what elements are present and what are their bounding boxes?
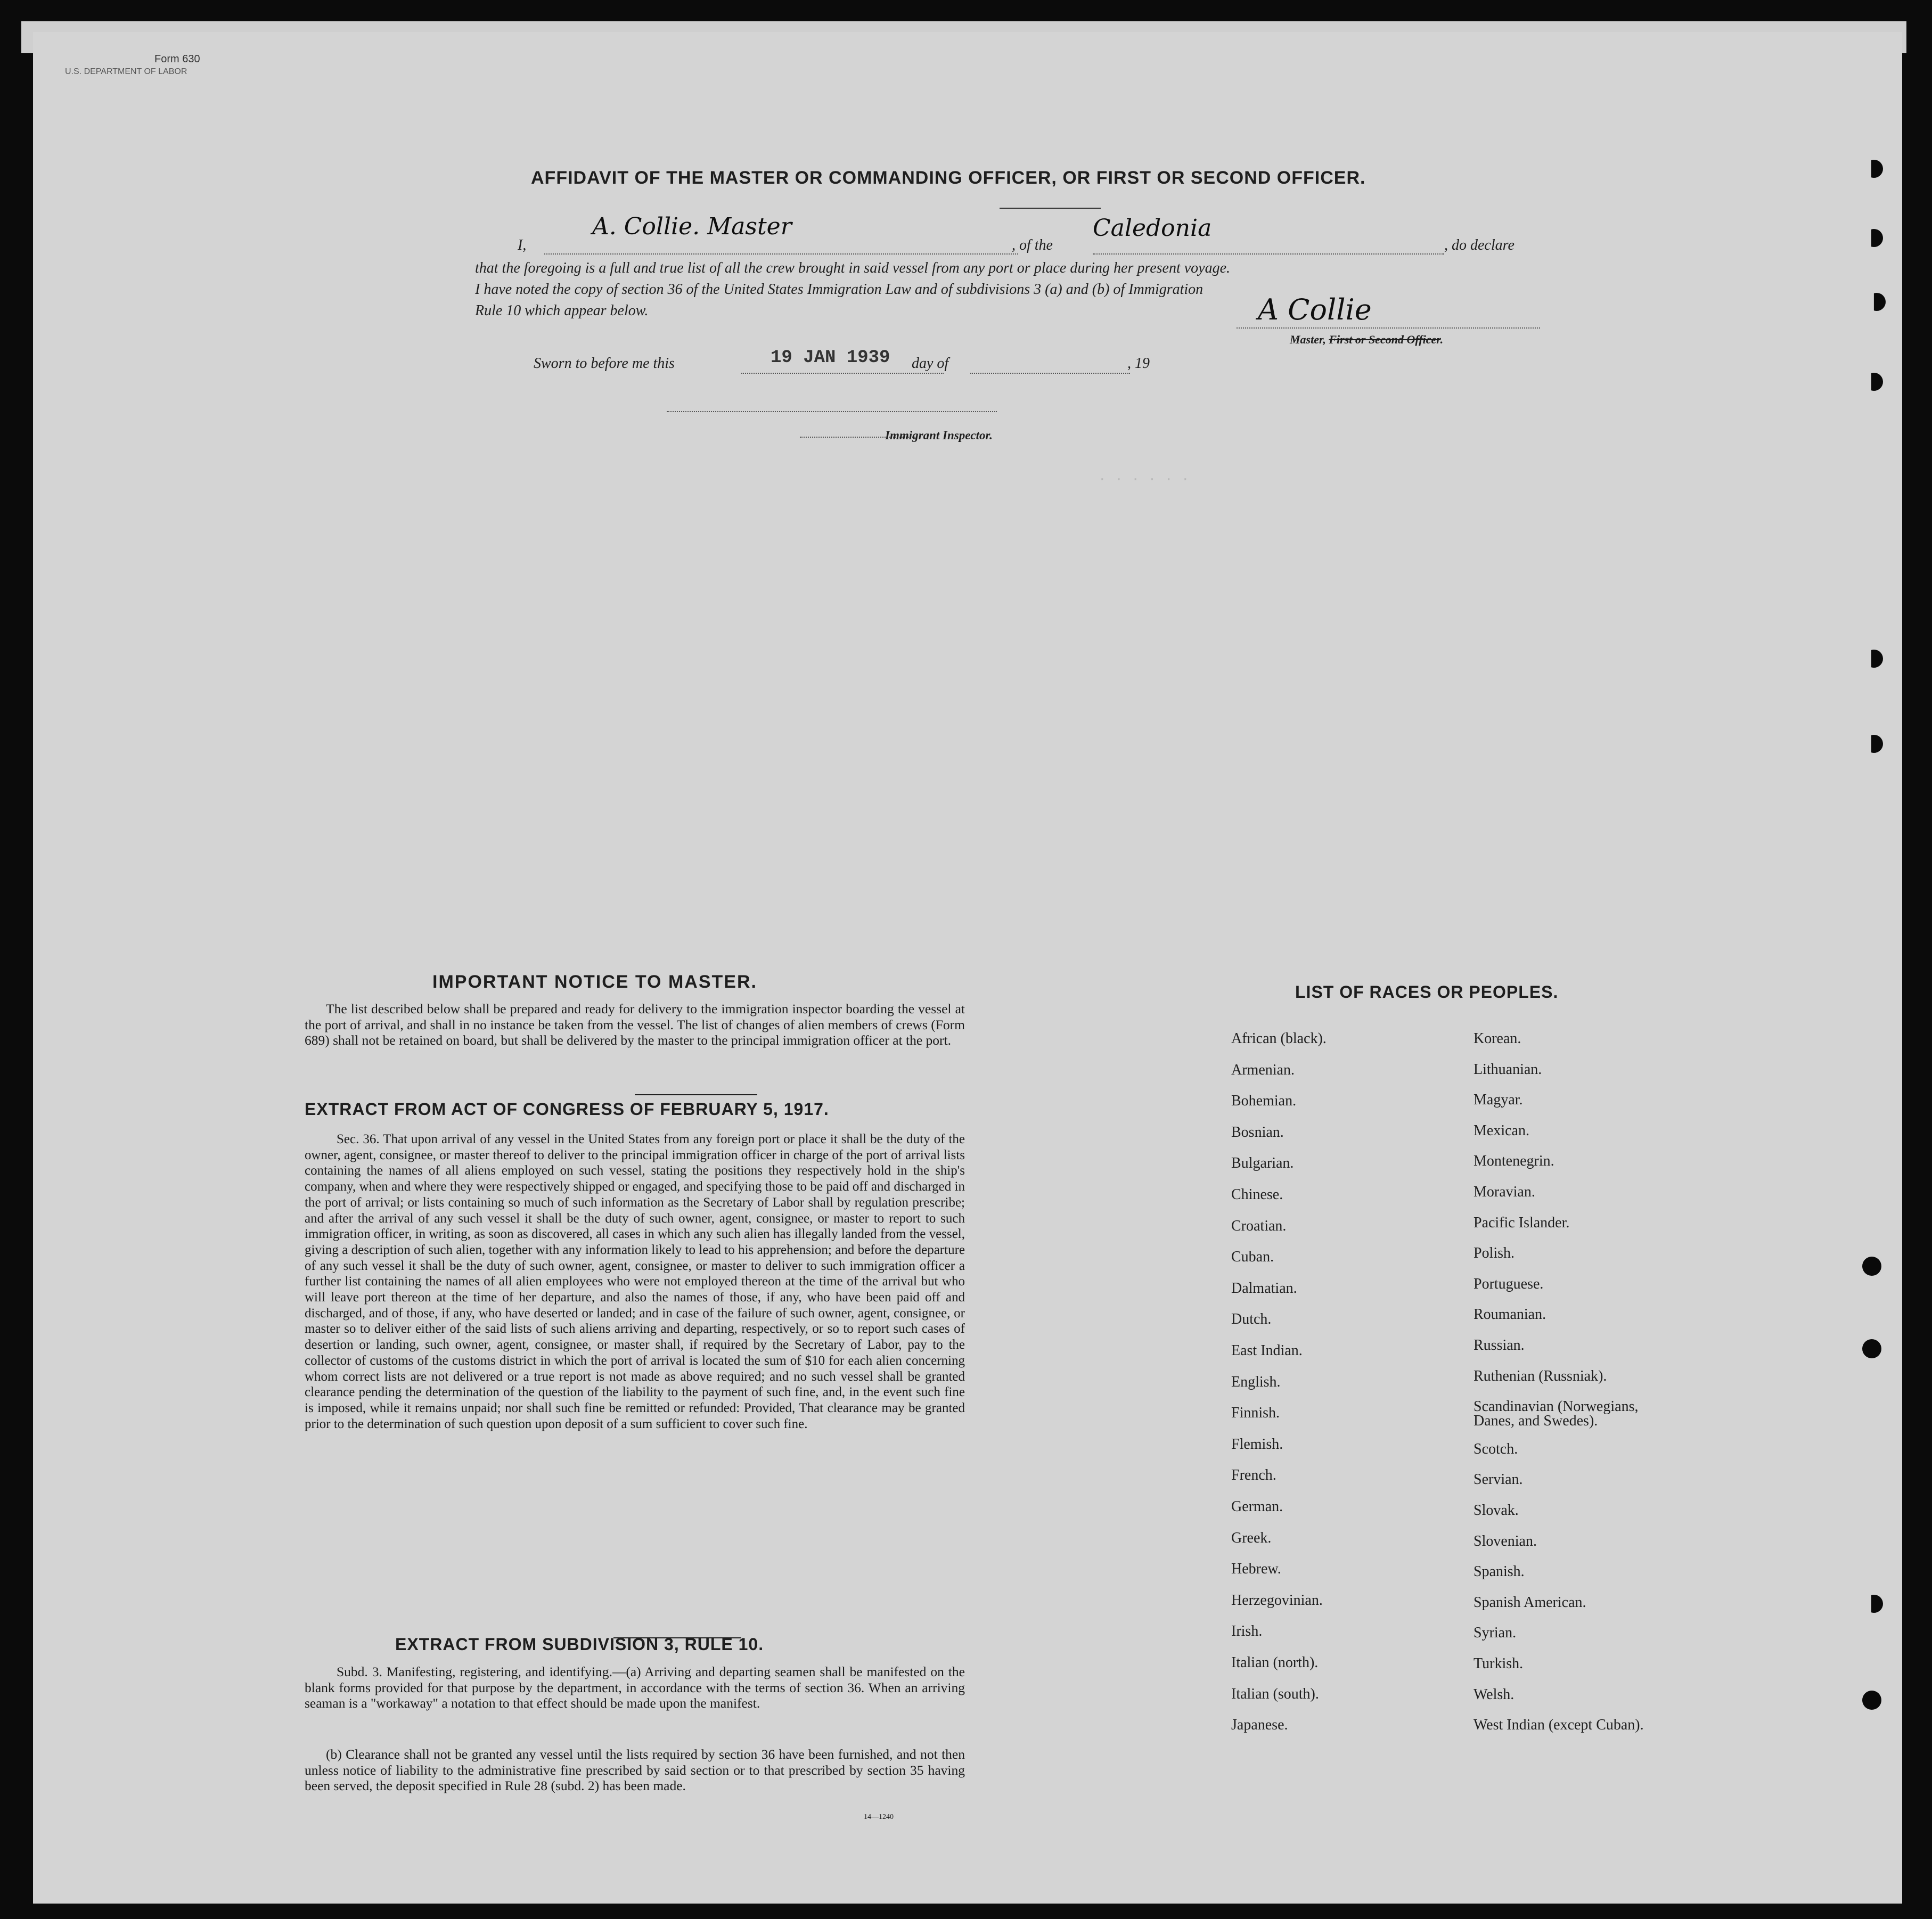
date-stamp: 19 JAN 1939	[771, 348, 890, 368]
punch-hole	[1862, 1257, 1881, 1276]
race-item: Slovak.	[1473, 1502, 1519, 1519]
punch-hole	[1865, 229, 1883, 247]
races-title: LIST OF RACES OR PEOPLES.	[1295, 982, 1559, 1002]
race-item: Bosnian.	[1231, 1123, 1284, 1141]
rule-extract-title: EXTRACT FROM SUBDIVISION 3, RULE 10.	[395, 1635, 764, 1654]
race-item: Finnish.	[1231, 1405, 1280, 1422]
document-sheet	[33, 32, 1902, 1904]
race-item: Magyar.	[1473, 1092, 1523, 1109]
race-item: Dutch.	[1231, 1311, 1272, 1328]
race-item: Welsh.	[1473, 1686, 1515, 1703]
sworn-day-of: day of	[912, 355, 949, 372]
race-item: West Indian (except Cuban).	[1473, 1717, 1644, 1734]
affidavit-line1-prefix: I,	[518, 237, 527, 253]
race-item: German.	[1231, 1498, 1283, 1515]
race-item: Montenegrin.	[1473, 1153, 1554, 1170]
race-item: Croatian.	[1231, 1217, 1287, 1234]
race-item: Lithuanian.	[1473, 1061, 1542, 1078]
title-underline	[1000, 208, 1101, 209]
race-item: Roumanian.	[1473, 1306, 1546, 1323]
affidavit-title: AFFIDAVIT OF THE MASTER OR COMMANDING OFFICER, OR FIRST OR SECOND OFFICER.	[531, 168, 1366, 188]
department-label: U.S. DEPARTMENT OF LABOR	[65, 67, 187, 76]
signature-caption-suffix: .	[1440, 333, 1444, 346]
race-continuation: Danes, and Swedes).	[1473, 1413, 1598, 1429]
master-name-field[interactable]	[544, 253, 1018, 255]
punch-hole	[1868, 293, 1886, 311]
race-item: Pacific Islander.	[1473, 1214, 1570, 1231]
act-extract-body: Sec. 36. That upon arrival of any vessel in the United States from any foreign port or place it shall be the duty of the owner, agent, consignee, or master thereof to deliver to the principal immigration officer in charge of the port of arrival lists containing the names of all aliens employed on such vessel, stating the positions they respectively hold in the ship's company, when and where they were respectively shipped or engaged, and specifying those to be paid off and discharged in the port of arrival; or lists containing so much of such information as the Secretary of Labor shall by regulation prescribe; and after the arrival of any such vessel it shall be the duty of such owner, agent, consignee, or master to report to such immigration officer, in writing, as soon as discovered, all cases in which any such alien has illegally landed from the vessel, giving a description of such alien, together with any information likely to lead to his apprehension; and before the departure of any such vessel it shall be the duty of such owner, agent, consignee, or master to deliver to such immigration officer a further list containing the names of all alien employees who were not employed thereon at the time of the arrival but who will leave port thereon at the time of her departure, and also the names of those, if any, who have been paid off and discharged, and of those, if any, who have deserted or landed; and in case of the failure of such owner, agent, consignee, or master so to deliver either of the said lists of such aliens arriving and departing, respectively, or so to report such cases of desertion or landing, such owner, agent, consignee, or master shall, if required by the Secretary of Labor, pay to the collector of customs of the customs district in which the port of arrival is located the sum of $10 for each alien concerning whom correct lists are not delivered or a true report is not made as above required; and no such vessel shall be granted clearance pending the determination of the question of the liability to the payment of such fine, and, in the event such fine is imposed, while it remains unpaid; nor shall such fine be remitted or refunded: Provided, That clearance may be granted prior to the determination of such question upon deposit of a sum sufficient to cover such fine.	[305, 1132, 965, 1431]
vessel-name-handwritten: Caledonia	[1093, 215, 1212, 242]
race-item: French.	[1231, 1467, 1276, 1484]
race-item: Greek.	[1231, 1529, 1272, 1546]
sworn-year: , 19	[1127, 355, 1150, 372]
notice-title: IMPORTANT NOTICE TO MASTER.	[432, 972, 757, 992]
race-item: East Indian.	[1231, 1342, 1303, 1359]
inspector-signature-line[interactable]	[667, 411, 997, 412]
race-item: Italian (south).	[1231, 1685, 1319, 1702]
race-item: Turkish.	[1473, 1655, 1524, 1672]
rule-extract-para-a: Subd. 3. Manifesting, registering, and identifying.—(a) Arriving and departing seamen shall be manifested on the blank forms provided for that purpose by the department, in accordance with the terms of section 36. When an arriving seaman is a "workaway" a notation to that effect should be made upon the manifest.	[305, 1664, 965, 1711]
race-item: Irish.	[1231, 1623, 1263, 1640]
race-item: Bohemian.	[1231, 1093, 1297, 1110]
punch-hole	[1865, 735, 1883, 753]
sworn-month-field[interactable]	[970, 373, 1130, 374]
race-item: Spanish.	[1473, 1563, 1525, 1580]
signature-caption-prefix: Master,	[1290, 333, 1326, 346]
signature-caption-struck: First or Second Officer	[1329, 333, 1440, 346]
signature-caption	[1290, 333, 1443, 347]
signature-line[interactable]	[1237, 327, 1540, 329]
sworn-prefix: Sworn to before me this	[534, 355, 675, 372]
race-item: Scotch.	[1473, 1440, 1518, 1457]
race-item: Hebrew.	[1231, 1561, 1281, 1578]
race-item: Polish.	[1473, 1245, 1515, 1262]
race-item: Armenian.	[1231, 1061, 1295, 1078]
race-item: Russian.	[1473, 1337, 1525, 1354]
do-declare-label: , do declare	[1444, 237, 1515, 253]
race-item: Spanish American.	[1473, 1594, 1586, 1611]
race-item: African (black).	[1231, 1030, 1327, 1047]
notice-divider	[635, 1094, 757, 1095]
race-item: Syrian.	[1473, 1625, 1517, 1642]
race-item: Scandinavian (Norwegians,	[1473, 1398, 1639, 1415]
race-item: Mexican.	[1473, 1122, 1529, 1139]
race-item: Moravian.	[1473, 1184, 1535, 1200]
vessel-name-field[interactable]	[1093, 253, 1444, 255]
race-item: Korean.	[1473, 1030, 1521, 1047]
race-item: Flemish.	[1231, 1436, 1283, 1453]
form-number: Form 630	[154, 53, 200, 65]
race-item: Chinese.	[1231, 1186, 1283, 1203]
punch-hole	[1865, 1595, 1883, 1613]
race-item: Servian.	[1473, 1471, 1523, 1488]
affidavit-line2: that the foregoing is a full and true list of all the crew brought in said vessel from any port or place during her present voyage.	[475, 260, 1231, 276]
race-item: Slovenian.	[1473, 1532, 1537, 1549]
inspector-caption: Immigrant Inspector.	[885, 429, 993, 442]
affidavit-line4: Rule 10 which appear below.	[475, 302, 649, 319]
notice-body: The list described below shall be prepared and ready for delivery to the immigration inspector boarding the vessel at the port of arrival, and shall in no instance be taken from the vessel. The list of changes of alien members of crews (Form 689) shall not be retained on board, but shall be delivered by the master to the principal immigration officer at the port.	[305, 1001, 965, 1048]
punch-hole	[1865, 373, 1883, 391]
race-item: English.	[1231, 1373, 1281, 1390]
sworn-day-field[interactable]	[741, 373, 944, 374]
affidavit-line3: I have noted the copy of section 36 of the United States Immigration Law and of subdivisions 3 (a) and (b) of Immigration	[475, 281, 1204, 298]
punch-hole	[1865, 160, 1883, 178]
race-item: Japanese.	[1231, 1717, 1288, 1734]
act-extract-title: EXTRACT FROM ACT OF CONGRESS OF FEBRUARY 5, 1917.	[305, 1100, 829, 1119]
race-item: Portuguese.	[1473, 1275, 1544, 1292]
master-signature: A Collie	[1258, 293, 1372, 326]
race-item: Italian (north).	[1231, 1654, 1319, 1671]
race-item: Ruthenian (Russniak).	[1473, 1367, 1607, 1384]
race-item: Bulgarian.	[1231, 1155, 1294, 1172]
rule-extract-para-b: (b) Clearance shall not be granted any vessel until the lists required by section 36 have been furnished, and not then unless notice of liability to the administrative fine prescribed by said section or to that prescribed by section 35 having been served, the deposit specified in Rule 28 (subd. 2) has been made.	[305, 1746, 965, 1793]
master-name-handwritten: A. Collie. Master	[592, 213, 792, 240]
punch-hole	[1862, 1691, 1881, 1710]
punch-hole	[1865, 650, 1883, 668]
race-item: Dalmatian.	[1231, 1280, 1297, 1297]
bleed-through-text: . . . . . .	[1098, 469, 1190, 485]
race-item: Cuban.	[1231, 1249, 1274, 1266]
of-the-label: , of the	[1012, 237, 1053, 253]
print-code: 14—1240	[864, 1813, 894, 1821]
punch-hole	[1862, 1339, 1881, 1358]
race-item: Herzegovinian.	[1231, 1592, 1323, 1609]
